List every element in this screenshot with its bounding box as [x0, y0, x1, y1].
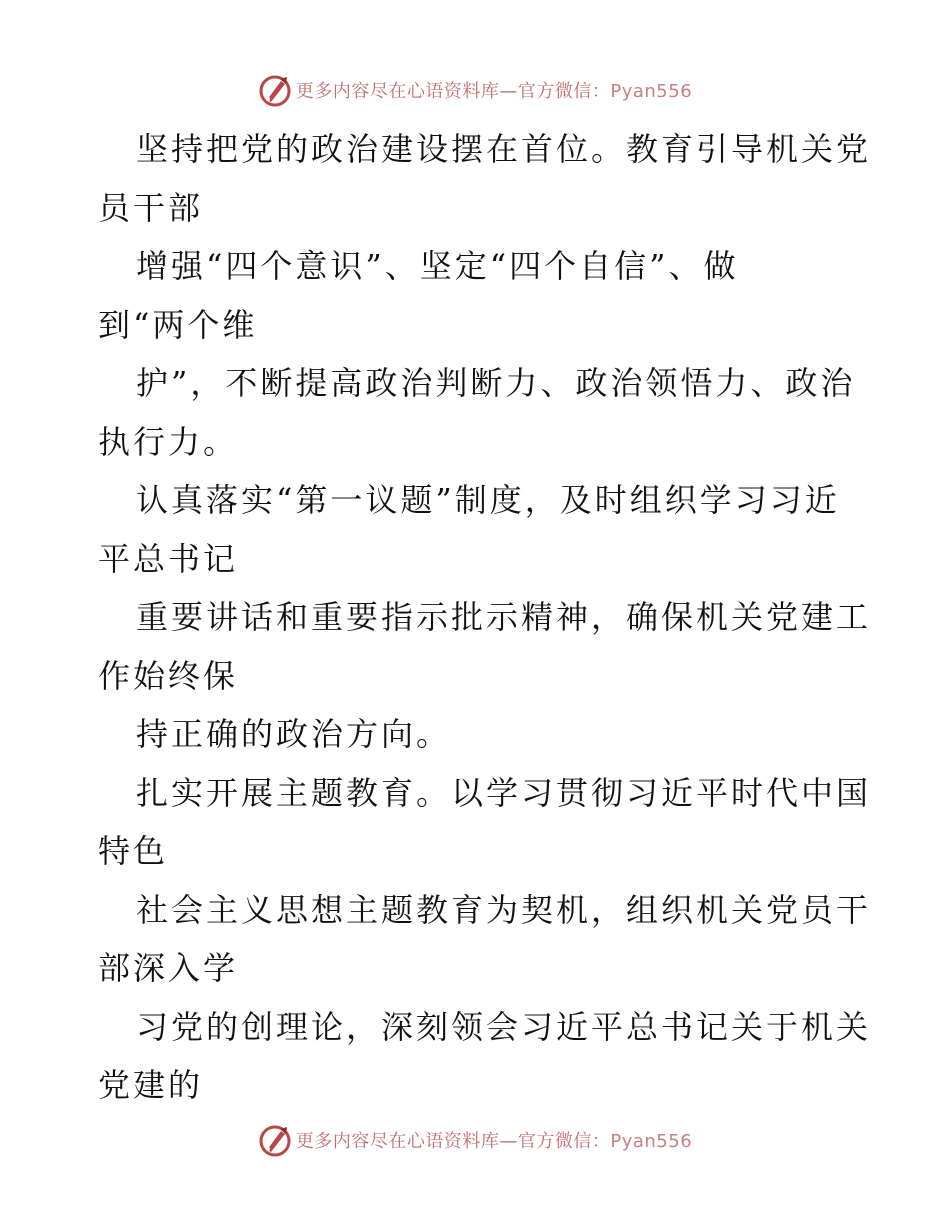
body-line: 护”，不断提高政治判断力、政治领悟力、政治	[136, 364, 856, 402]
body-line: 重要讲话和重要指示批示精神，确保机关党建工	[136, 598, 872, 636]
body-line: 部深入学	[98, 949, 239, 987]
header-text	[296, 77, 692, 103]
footer-wechat-label: 官方微信：	[517, 1131, 611, 1152]
footer-banner	[0, 1120, 950, 1160]
quill-pen-logo-icon	[258, 73, 292, 107]
footer-text	[296, 1127, 692, 1153]
header-separator: —	[499, 81, 518, 102]
document-body	[98, 120, 872, 1115]
body-line: 认真落实“第一议题”制度，及时组织学习习近	[136, 481, 840, 519]
body-line: 员干部	[98, 188, 204, 227]
footer-separator: —	[499, 1131, 518, 1152]
body-line: 到“两个维	[98, 305, 258, 344]
body-line: 坚持把党的政治建设摆在首位。教育引导机关党	[136, 130, 872, 168]
body-line: 平总书记	[98, 539, 239, 578]
header-brand: 更多内容尽在心语资料库	[295, 81, 500, 102]
body-line: 党建的	[98, 1066, 204, 1104]
footer-wechat-id: Pyan556	[610, 1131, 693, 1152]
body-line: 作始终保	[98, 656, 239, 695]
body-line: 执行力。	[98, 422, 239, 461]
header-banner	[0, 70, 950, 110]
body-line: 特色	[98, 832, 169, 870]
header-wechat-id: Pyan556	[610, 81, 693, 102]
body-line: 习党的创理论，深刻领会习近平总书记关于机关	[136, 1007, 872, 1046]
body-line: 增强“四个意识”、坚定“四个自信”、做	[136, 247, 739, 285]
body-line: 扎实开展主题教育。以学习贯彻习近平时代中国	[136, 773, 872, 812]
body-line: 社会主义思想主题教育为契机，组织机关党员干	[136, 890, 872, 929]
body-line: 持正确的政治方向。	[136, 715, 452, 753]
quill-pen-logo-icon	[258, 1123, 292, 1157]
footer-brand: 更多内容尽在心语资料库	[295, 1131, 500, 1152]
header-wechat-label: 官方微信：	[517, 81, 611, 102]
